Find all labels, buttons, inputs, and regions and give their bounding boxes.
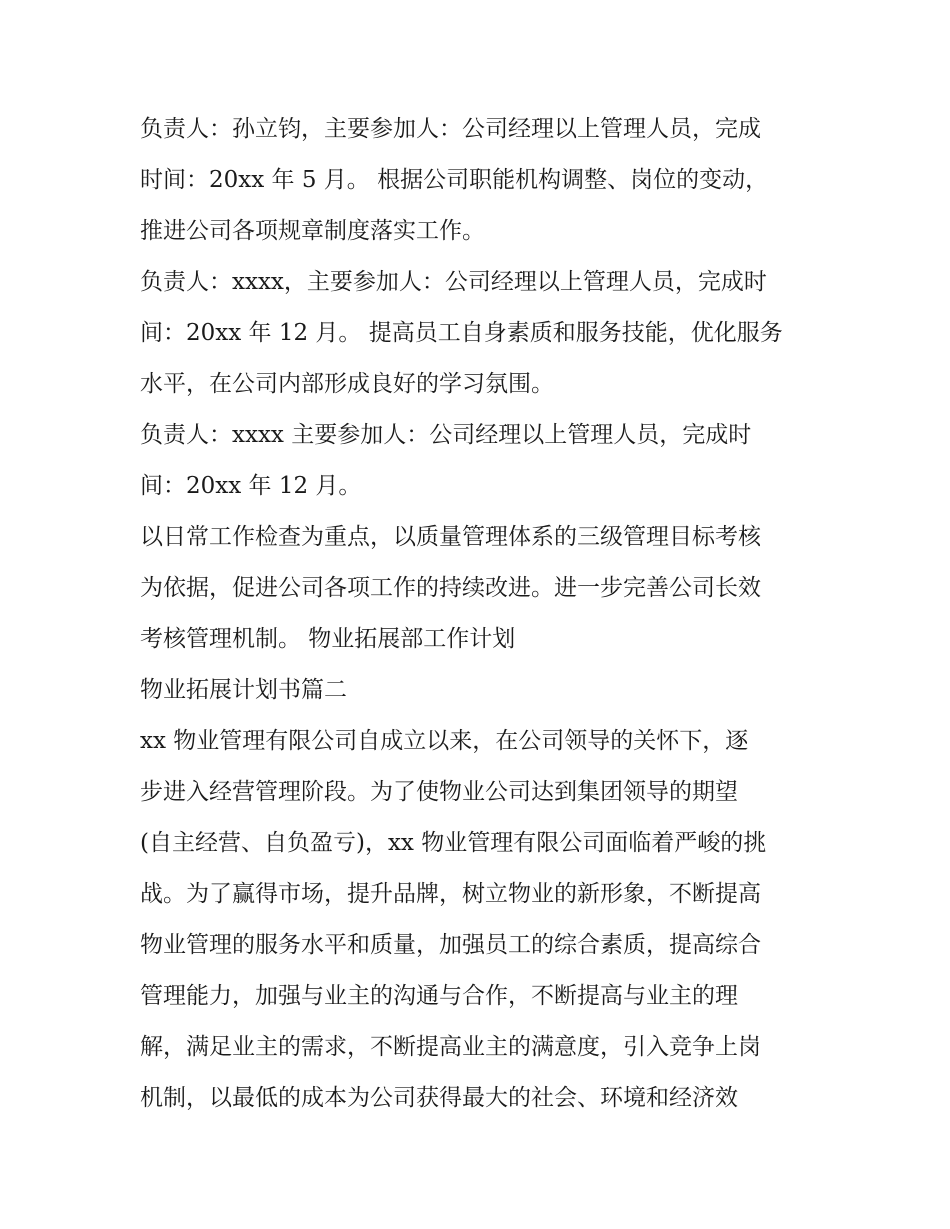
- text-line: 负责人：孙立钧，主要参加人：公司经理以上管理人员，完成: [140, 116, 761, 142]
- text-line: 时间：20xx 年 5 月。 根据公司职能机构调整、岗位的变动，: [140, 167, 769, 193]
- text-line: xx 物业管理有限公司自成立以来，在公司领导的关怀下，逐: [140, 728, 749, 754]
- text-line: 负责人：xxxx 主要参加人：公司经理以上管理人员，完成时: [140, 422, 752, 448]
- section-heading: 物业拓展计划书篇二: [140, 677, 347, 703]
- text-line: 战。为了赢得市场，提升品牌，树立物业的新形象，不断提高: [140, 881, 761, 907]
- text-line: 机制，以最低的成本为公司获得最大的社会、环境和经济效: [140, 1085, 738, 1111]
- text-line: 为依据，促进公司各项工作的持续改进。进一步完善公司长效: [140, 575, 761, 601]
- text-line: 以日常工作检查为重点，以质量管理体系的三级管理目标考核: [140, 524, 761, 550]
- text-line: 步进入经营管理阶段。为了使物业公司达到集团领导的期望: [140, 779, 738, 805]
- text-line: 解，满足业主的需求，不断提高业主的满意度，引入竞争上岗: [140, 1034, 761, 1060]
- text-line: 负责人：xxxx，主要参加人：公司经理以上管理人员，完成时: [140, 269, 767, 295]
- text-line: 管理能力，加强与业主的沟通与合作，不断提高与业主的理: [140, 983, 738, 1009]
- text-line: 间：20xx 年 12 月。 提高员工自身素质和服务技能，优化服务: [140, 320, 783, 346]
- text-line: 水平，在公司内部形成良好的学习氛围。: [140, 371, 554, 397]
- text-line: (自主经营、自负盈亏)，xx 物业管理有限公司面临着严峻的挑: [140, 830, 767, 856]
- text-line: 物业管理的服务水平和质量，加强员工的综合素质，提高综合: [140, 932, 761, 958]
- text-line: 推进公司各项规章制度落实工作。: [140, 218, 485, 244]
- text-line: 间：20xx 年 12 月。: [140, 473, 362, 499]
- text-line: 考核管理机制。 物业拓展部工作计划: [140, 626, 516, 652]
- document-body: [140, 104, 820, 1124]
